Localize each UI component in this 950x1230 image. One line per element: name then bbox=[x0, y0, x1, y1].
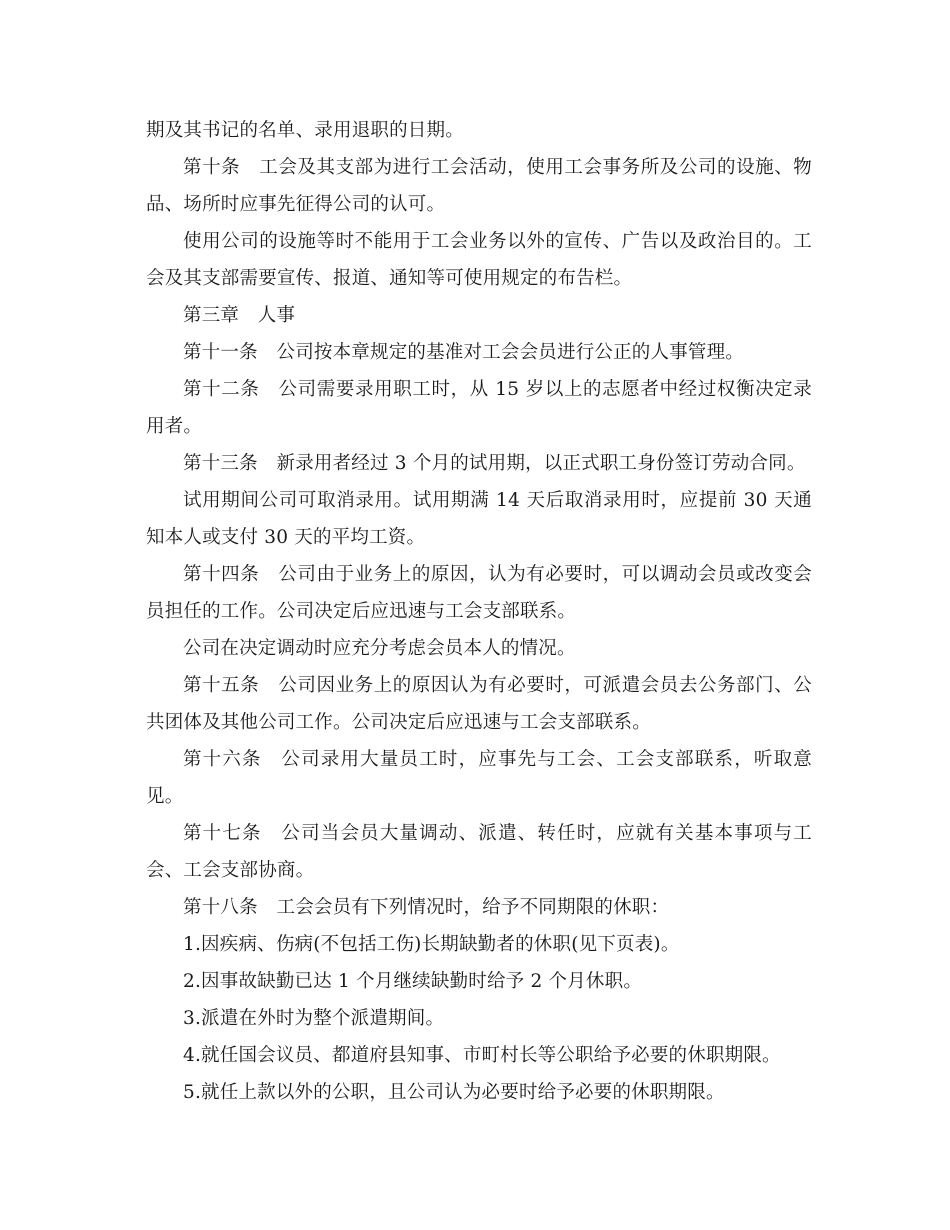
article-18: 第十八条 工会会员有下列情况时，给予不同期限的休职： bbox=[183, 897, 670, 918]
paragraph: 公司在决定调动时应充分考虑会员本人的情况。 bbox=[183, 638, 576, 659]
list-item: 5.就任上款以外的公职，且公司认为必要时给予必要的休职期限。 bbox=[183, 1082, 725, 1103]
article-14: 第十四条 公司由于业务上的原因，认为有必要时，可以调动会员或改变会员担任的工作。公司决定后应迅速与工会支部联系。 bbox=[146, 564, 812, 622]
document-body bbox=[146, 112, 812, 1111]
article-10: 第十条 工会及其支部为进行工会活动，使用工会事务所及公司的设施、物品、场所时应事先征得公司的认可。 bbox=[146, 157, 812, 215]
article-12: 第十二条 公司需要录用职工时，从 15 岁以上的志愿者中经过权衡决定录用者。 bbox=[146, 379, 812, 437]
paragraph: 试用期间公司可取消录用。试用期满 14 天后取消录用时，应提前 30 天通知本人或支付 30 天的平均工资。 bbox=[146, 490, 812, 548]
list-item: 4.就任国会议员、都道府县知事、市町村长等公职给予必要的休职期限。 bbox=[183, 1045, 781, 1066]
article-13: 第十三条 新录用者经过 3 个月的试用期，以正式职工身份签订劳动合同。 bbox=[183, 453, 806, 474]
list-item: 2.因事故缺勤已达 1 个月继续缺勤时给予 2 个月休职。 bbox=[183, 971, 643, 992]
list-item: 3.派遣在外时为整个派遣期间。 bbox=[183, 1008, 445, 1029]
paragraph: 使用公司的设施等时不能用于工会业务以外的宣传、广告以及政治目的。工会及其支部需要宣传、报道、通知等可使用规定的布告栏。 bbox=[146, 231, 812, 289]
article-15: 第十五条 公司因业务上的原因认为有必要时，可派遣会员去公务部门、公共团体及其他公司工作。公司决定后应迅速与工会支部联系。 bbox=[146, 675, 812, 733]
article-11: 第十一条 公司按本章规定的基准对工会会员进行公正的人事管理。 bbox=[183, 342, 745, 363]
chapter-heading: 第三章 人事 bbox=[183, 305, 296, 326]
article-17: 第十七条 公司当会员大量调动、派遣、转任时，应就有关基本事项与工会、工会支部协商。 bbox=[146, 823, 812, 881]
paragraph: 期及其书记的名单、录用退职的日期。 bbox=[146, 120, 464, 141]
list-item: 1.因疾病、伤病(不包括工伤)长期缺勤者的休职(见下页表)。 bbox=[183, 934, 680, 955]
article-16: 第十六条 公司录用大量员工时，应事先与工会、工会支部联系，听取意见。 bbox=[146, 749, 812, 807]
